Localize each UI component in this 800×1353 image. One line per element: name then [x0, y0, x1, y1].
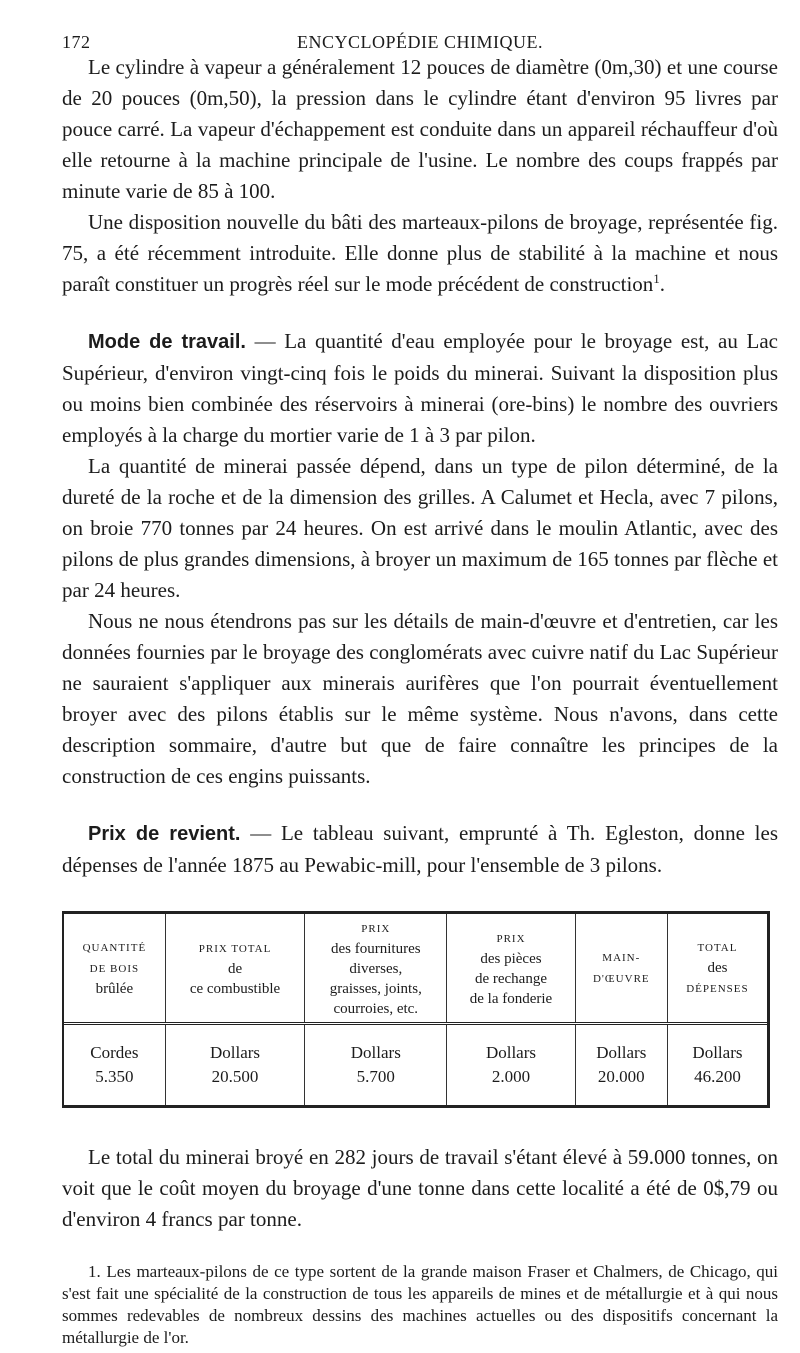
footnote [62, 1261, 778, 1349]
column-header [64, 914, 165, 1024]
paragraph-average-cost: Le total du minerai broyé en 282 jours de travail s'étant élevé à 59.000 tonnes, on voit que le coût moyen du broyage d'une tonne dans cette localité a été de 0$,79 ou d'environ 4 francs par tonne. [62, 1145, 778, 1231]
column-header-line: graisses, joints, [329, 980, 422, 997]
paragraph-ore-quantity: La quantité de minerai passée dépend, dans un type de pilon déterminé, de la dureté de la roche et de la dimension des grilles. A Calumet et Hecla, avec 7 pilons, on broie 770 tonnes par 24 heures. On est arrivé dans le moulin Atlantic, avec des pilons de plus grandes dimensions, à broyer un maximum de 165 tonnes par flèche et par 24 heures. [62, 454, 778, 602]
column-header-line: de [227, 960, 243, 977]
column-header-line: de la fonderie [469, 990, 553, 1007]
cell-value: 46.200 [694, 1067, 741, 1086]
paragraph-new-frame-text: Une disposition nouvelle du bâti des marteaux-pilons de broyage, représentée fig. 75, a été récemment introduite. Elle donne plus de stabilité à la machine et nous paraît constituer un progrès réel sur le mode précédent de construction [62, 210, 778, 296]
column-header-line: PRIX TOTAL [198, 942, 272, 955]
paragraph-cylinder: Le cylindre à vapeur a généralement 12 pouces de diamètre (0m,30) et une course de 20 pouces (0m,50), la pression dans le cylindre étant d'environ 95 livres par pouce carré. La vapeur d'échappement est conduite dans un appareil réchauffeur d'où elle retourne à la machine principale de l'usine. Le nombre des coups frappés par minute varie de 85 à 100. [62, 55, 778, 203]
section-heading-prix-de-revient: Prix de revient. [88, 823, 241, 845]
cell-unit: Cordes [90, 1043, 139, 1062]
cell-value: 5.700 [356, 1067, 395, 1086]
paragraph-maintenance: Nous ne nous étendrons pas sur les détails de main-d'œuvre et d'entretien, car les données fournies par le broyage des conglomérats avec cuivre natif du Lac Supérieur ne sauraient s'appliquer aux minerais aurifères que l'on pourrait éventuellement broyer avec des pilons établis sur le même système. Nous n'avons, dans cette description sommaire, d'autre but que de faire connaître les principes de la construction de ces engins puissants. [62, 609, 778, 788]
table-cell [447, 1024, 575, 1106]
cell-value: 20.000 [597, 1067, 645, 1086]
column-header-line: diverses, [349, 960, 403, 977]
footnote-reference: 1 [653, 271, 660, 286]
column-header-line: des fournitures [331, 940, 421, 957]
column-header-line: de rechange [474, 970, 547, 987]
column-header-line: courroies, etc. [333, 1000, 419, 1017]
paragraph-prix-de-revient [62, 818, 778, 881]
column-header [165, 914, 305, 1024]
column-header-line: PRIX [361, 922, 391, 935]
column-header-line: PRIX [496, 932, 526, 945]
cell-value: 2.000 [491, 1067, 531, 1086]
paragraph-prix-de-revient-text: — Le tableau suivant, emprunté à Th. Egleston, donne les dépenses de l'année 1875 au Pewabic-mill, pour l'ensemble de 3 pilons. [62, 821, 778, 877]
cell-unit: Dollars [596, 1043, 647, 1062]
table-cell [165, 1024, 305, 1106]
column-header-line: des pièces [480, 950, 542, 967]
column-header [667, 914, 767, 1024]
table-header-row [64, 914, 767, 1024]
column-header-line: DE BOIS [89, 963, 140, 975]
paragraph-new-frame-end: . [659, 272, 666, 296]
running-title: ENCYCLOPÉDIE CHIMIQUE. [297, 32, 543, 52]
cell-value: 20.500 [211, 1067, 259, 1086]
paragraph-mode-de-travail-text: — La quantité d'eau employée pour le broyage est, au Lac Supérieur, d'environ vingt-cinq fois le poids du minerai. Suivant la disposition plus ou moins bien combinée des réservoirs à minerai (ore-bins) le nombre des ouvriers employés à la charge du mortier varie de 1 à 3 par pilon. [62, 329, 778, 447]
table-cell [305, 1024, 447, 1106]
column-header-line: QUANTITÉ [82, 942, 147, 954]
column-header-line: brûlée [95, 981, 134, 997]
section-heading-mode-de-travail: Mode de travail. [88, 331, 246, 353]
expense-table [62, 911, 770, 1108]
cell-unit: Dollars [485, 1043, 536, 1062]
column-header-line: MAIN- [602, 952, 641, 964]
footnote-number: 1. [88, 1262, 101, 1281]
cell-unit: Dollars [350, 1043, 401, 1062]
page-number: 172 [62, 32, 91, 52]
column-header [305, 914, 447, 1024]
cell-unit: Dollars [210, 1043, 261, 1062]
column-header-line: ce combustible [189, 980, 281, 997]
column-header-line: D'ŒUVRE [592, 973, 650, 985]
cell-value: 5.350 [95, 1067, 134, 1086]
column-header-line: DÉPENSES [686, 983, 749, 995]
column-header-line: des [707, 960, 728, 976]
cell-unit: Dollars [692, 1043, 743, 1062]
table-row [64, 1024, 767, 1106]
paragraph-mode-de-travail [62, 326, 778, 451]
running-head [62, 0, 778, 52]
column-header [575, 914, 667, 1024]
paragraph-new-frame [62, 207, 778, 300]
column-header [447, 914, 575, 1024]
table-cell [667, 1024, 767, 1106]
column-header-line: TOTAL [697, 942, 738, 954]
footnote-text: Les marteaux-pilons de ce type sortent de la grande maison Fraser et Chalmers, de Chicago, qui s'est fait une spécialité de la construction de tous les appareils de mines et de métallurgie et à qui nous sommes redevables de nombreux dessins des machines actuelles ou des dispositifs concernant la métallurgie de l'or. [62, 1262, 779, 1347]
table-cell [64, 1024, 165, 1106]
table-cell [575, 1024, 667, 1106]
